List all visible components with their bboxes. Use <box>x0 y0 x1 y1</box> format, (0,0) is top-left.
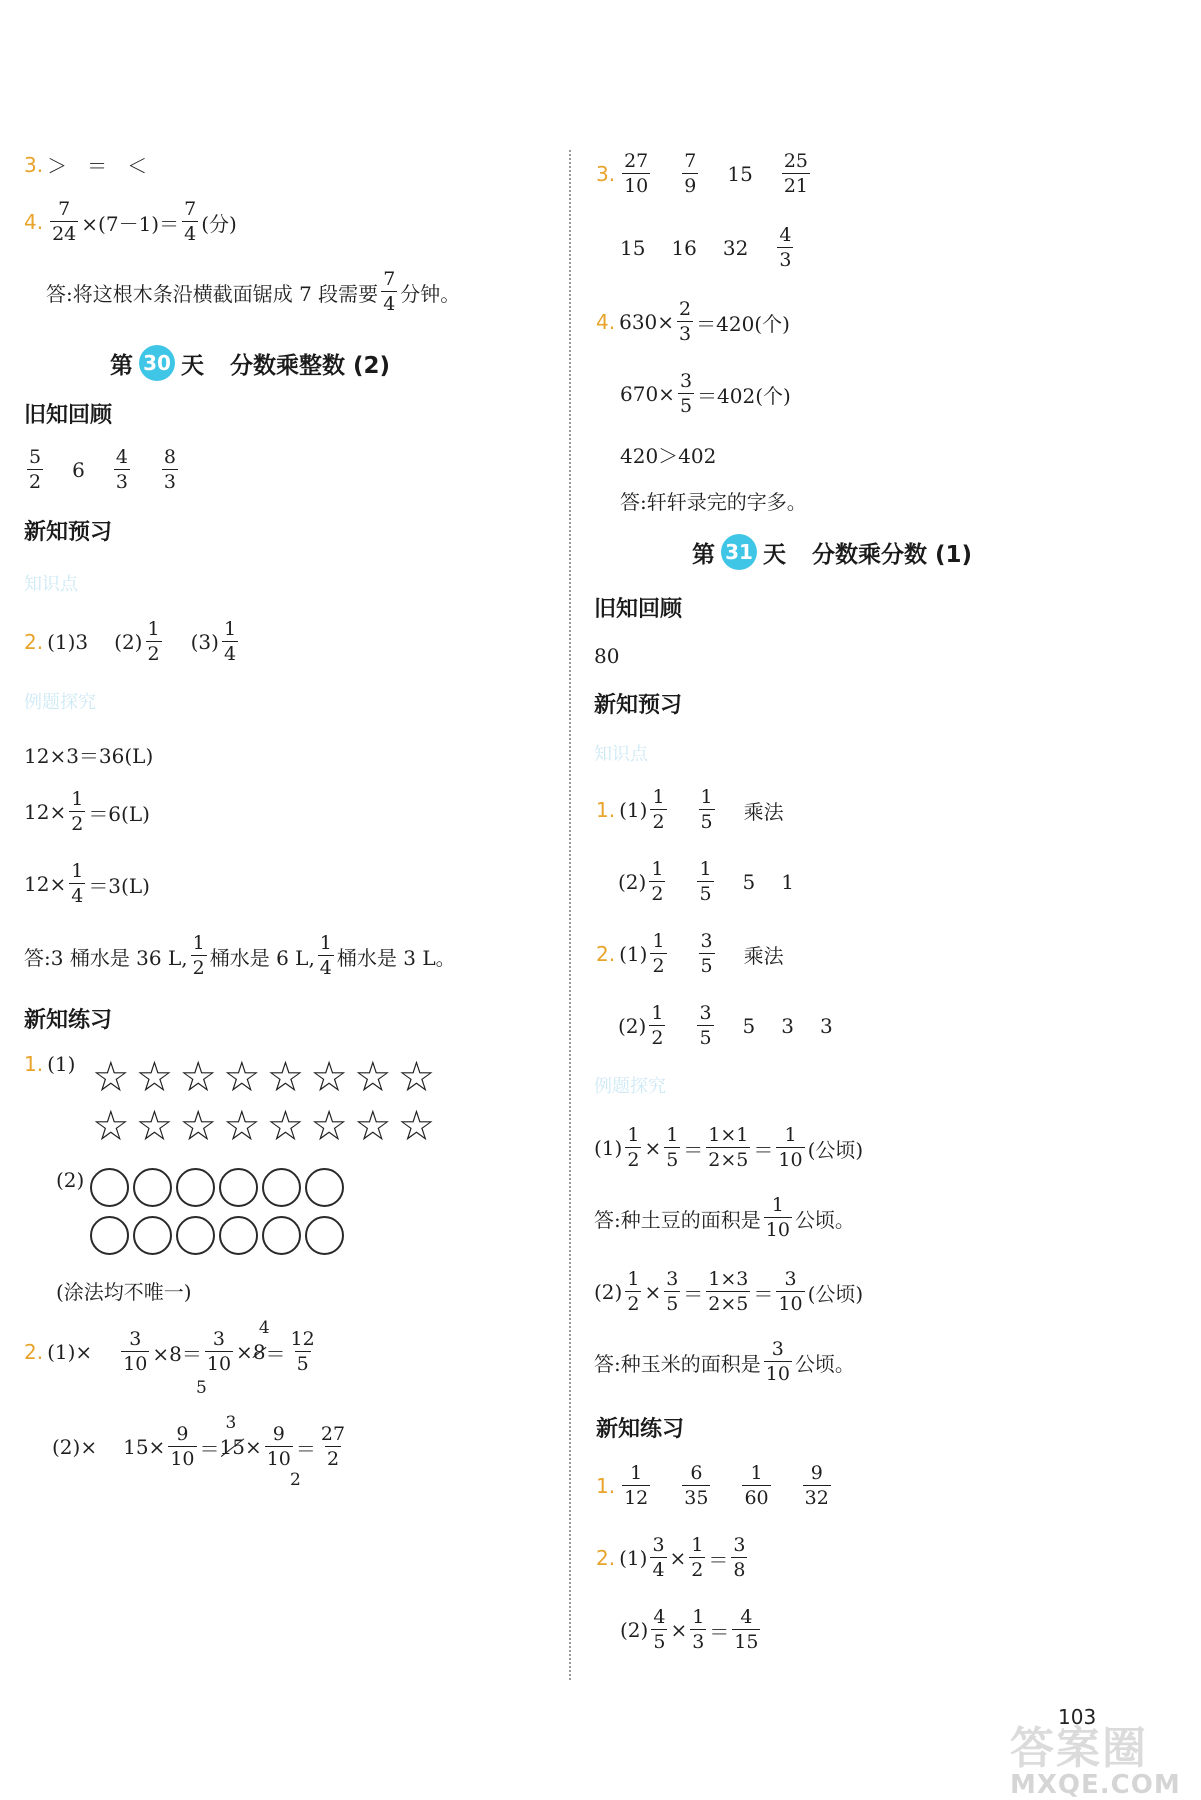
left-practice-heading: 新知练习 <box>24 1008 113 1033</box>
fraction: $\frac{7}{4}$ <box>383 268 396 315</box>
fraction: $\frac{1}{2}$ <box>651 858 664 905</box>
left-example-1: 12×3＝36(L) <box>24 744 154 768</box>
fraction: $\frac{1\times 1}{2\times 5}$ <box>708 1124 749 1171</box>
star-icon: ☆ <box>353 1052 392 1101</box>
answer-text: 答:3 桶水是 36 L, <box>24 945 188 970</box>
fraction: $\frac{12}{5}$ <box>290 1328 315 1375</box>
value: 6 <box>72 458 85 482</box>
item-number: 1. <box>596 1474 616 1498</box>
fraction: $\frac{1}{10}$ <box>778 1124 803 1171</box>
right-example-answer-2 <box>594 1340 855 1384</box>
fraction: $\frac{3}{10}$ <box>778 1268 803 1315</box>
operator: × <box>670 1618 688 1642</box>
fraction: $\frac{7}{9}$ <box>684 150 697 197</box>
part-label: (2) <box>594 1280 623 1304</box>
expression-text: 670× <box>620 382 675 406</box>
item-number: 3. <box>24 152 44 177</box>
value: 15 <box>620 236 646 260</box>
answer-text: 答:种玉米的面积是 <box>594 1351 761 1376</box>
answer-text: 桶水是 6 L, <box>209 945 315 970</box>
part-label: (1) <box>47 1052 76 1076</box>
left-answer-2 <box>24 934 456 978</box>
fraction: $\frac{1}{4}$ <box>319 932 332 979</box>
fraction: $\frac{1}{5}$ <box>700 786 713 833</box>
lesson-title: 分数乘分数 (1) <box>812 541 973 568</box>
right-k2-1 <box>596 932 784 976</box>
answer-word: 乘法 <box>743 943 784 968</box>
fraction: $\frac{1}{2}$ <box>147 618 160 665</box>
expression-text: ×(7－1)＝ <box>81 211 180 236</box>
left-p1-label-2: (2) <box>56 1168 85 1192</box>
fraction: $\frac{1}{10}$ <box>765 1194 790 1241</box>
fraction: $\frac{3}{10}$ <box>123 1328 148 1375</box>
operator: ＝ <box>753 1137 774 1162</box>
fraction: $\frac{3}{5}$ <box>700 930 713 977</box>
right-k1-2 <box>618 860 794 904</box>
star-icon: ☆ <box>310 1101 348 1150</box>
left-preview-heading: 新知预习 <box>24 520 113 545</box>
left-p2-1 <box>24 1318 320 1375</box>
fraction: $\frac{1}{60}$ <box>744 1462 769 1509</box>
fraction: $\frac{4}{5}$ <box>653 1606 666 1653</box>
right-q4 <box>596 300 790 344</box>
operator: ＝ <box>683 1137 704 1162</box>
value: 16 <box>671 236 697 260</box>
right-review-heading: 旧知回顾 <box>594 597 683 622</box>
fraction: $\frac{3}{5}$ <box>666 1268 679 1315</box>
fraction: $\frac{1}{2}$ <box>192 932 205 979</box>
operator: ＝ <box>708 1547 729 1572</box>
day-number-badge: 30 <box>139 345 175 381</box>
star-icon: ☆ <box>92 1101 130 1150</box>
part-label: (2) <box>114 630 143 654</box>
operator: ＝ <box>753 1281 774 1306</box>
expression-text: × <box>244 1435 262 1459</box>
shading-note: (涂法均不唯一) <box>56 1280 192 1304</box>
unit-text: (公顷) <box>807 1281 864 1306</box>
right-q4-line2 <box>620 372 791 416</box>
left-example-3 <box>24 862 150 906</box>
day-suffix: 天 <box>181 352 204 379</box>
expression-text: × <box>236 1340 253 1364</box>
right-pr2-1 <box>596 1536 750 1580</box>
answer-word: 乘法 <box>743 799 784 824</box>
star-icon: ☆ <box>397 1052 436 1101</box>
fraction: $\frac{3}{5}$ <box>679 370 693 417</box>
fraction: $\frac{25}{21}$ <box>783 150 809 197</box>
expression-text: ＝ <box>295 1436 316 1461</box>
right-pr1 <box>596 1464 834 1508</box>
item-number: 2. <box>24 1340 44 1364</box>
fraction: $\frac{3}{10}$ <box>765 1338 790 1385</box>
star-icon: ☆ <box>135 1052 174 1101</box>
fraction: $\frac{3}{4}$ <box>652 1534 665 1581</box>
fraction: $\frac{1}{12}$ <box>624 1462 649 1509</box>
left-p1-label <box>24 1052 75 1076</box>
fraction: $\frac{7}{24}$ <box>52 198 77 245</box>
value: 5 <box>742 1014 756 1038</box>
expression-text: ＝ <box>265 1341 286 1366</box>
part-label: (1) <box>594 1136 623 1160</box>
fraction: $\frac{1\times 3}{2\times 5}$ <box>708 1268 749 1315</box>
left-example-2 <box>24 790 150 834</box>
part-label: (2) <box>618 870 647 894</box>
right-answer: 答:轩轩录完的字多。 <box>620 490 807 514</box>
expression-text: ×8＝ <box>152 1341 202 1366</box>
star-row <box>92 1052 436 1101</box>
expression-text: ＝ <box>199 1436 220 1461</box>
right-example-2 <box>594 1270 863 1314</box>
day-prefix: 第 <box>110 352 133 379</box>
right-review-answer: 80 <box>594 644 620 668</box>
circle-row <box>90 1168 344 1207</box>
item-number: 3. <box>596 162 616 186</box>
right-practice-heading: 新知练习 <box>596 1417 685 1442</box>
answer-text: 答:种土豆的面积是 <box>594 1207 761 1232</box>
fraction: $\frac{4}{3}$ <box>779 224 792 271</box>
fraction: $\frac{1}{2}$ <box>652 786 665 833</box>
left-q4 <box>24 200 237 244</box>
right-q3 <box>596 152 813 196</box>
left-p2-2 <box>52 1413 350 1470</box>
circle-shape <box>90 1216 129 1255</box>
expression-text: ＝402(个) <box>697 383 791 408</box>
unit-text: (公顷) <box>807 1137 864 1162</box>
fraction: $\frac{4}{3}$ <box>115 446 128 493</box>
part-label: (1) <box>619 798 648 822</box>
day30-heading <box>110 345 390 381</box>
circle-shape <box>219 1168 258 1207</box>
answer-text: 公顷。 <box>794 1351 855 1376</box>
cancelled-number: 15 3 <box>219 1413 245 1459</box>
star-row <box>92 1101 436 1150</box>
reduced-value-below: 5 <box>196 1378 207 1398</box>
reduced-value: 4 <box>258 1318 270 1338</box>
star-icon: ☆ <box>353 1101 392 1150</box>
value: 3 <box>820 1014 833 1038</box>
part-answer: (1)3 <box>47 630 89 654</box>
answer-text: 分钟。 <box>400 281 461 306</box>
fraction: $\frac{5}{2}$ <box>29 446 42 493</box>
right-example-answer-1 <box>594 1196 855 1240</box>
left-q3 <box>24 150 147 179</box>
fraction: $\frac{3}{5}$ <box>699 1002 712 1049</box>
item-number: 1. <box>24 1052 44 1076</box>
value: 1 <box>781 870 794 894</box>
circle-row <box>90 1216 344 1255</box>
circle-shape <box>219 1216 258 1255</box>
faded-subheading: 知识点 <box>594 744 648 765</box>
answer-text: 公顷。 <box>794 1207 855 1232</box>
faded-subheading: 例题探究 <box>24 692 96 713</box>
circle-shape <box>305 1216 344 1255</box>
value: 5 <box>742 870 756 894</box>
fraction: $\frac{9}{10}$ <box>170 1423 195 1470</box>
item-number: 1. <box>596 798 616 822</box>
circle-shape <box>133 1168 172 1207</box>
fraction: $\frac{1}{2}$ <box>627 1268 640 1315</box>
part-label: (1)× <box>47 1340 93 1364</box>
right-k2-2 <box>618 1004 833 1048</box>
operator: ＝ <box>683 1281 704 1306</box>
left-q2 <box>24 620 241 664</box>
item-number: 2. <box>24 630 44 654</box>
watermark-line-1: 答案圈 <box>1010 1723 1148 1774</box>
value: 3 <box>781 1014 794 1038</box>
star-icon: ☆ <box>266 1101 305 1150</box>
expression-text: 630× <box>619 310 675 334</box>
fraction: $\frac{1}{3}$ <box>692 1606 705 1653</box>
star-icon: ☆ <box>92 1052 130 1101</box>
circle-shape <box>133 1216 172 1255</box>
star-icon: ☆ <box>266 1052 305 1101</box>
watermark-line-2: MXQE.COM <box>1010 1770 1181 1800</box>
star-icon: ☆ <box>179 1101 217 1150</box>
day-prefix: 第 <box>692 541 715 568</box>
circle-shape <box>90 1168 129 1207</box>
right-k1-1 <box>596 788 784 832</box>
expression-text: 15× <box>123 1435 166 1459</box>
fraction: $\frac{6}{35}$ <box>684 1462 709 1509</box>
fraction: $\frac{3}{8}$ <box>733 1534 746 1581</box>
star-icon: ☆ <box>222 1101 261 1150</box>
operator: × <box>669 1546 687 1570</box>
item-number: 4. <box>596 310 616 334</box>
star-icon: ☆ <box>222 1052 261 1101</box>
lesson-title: 分数乘整数 (2) <box>230 352 391 379</box>
fraction: $\frac{3}{10}$ <box>206 1328 232 1375</box>
part-label: (3) <box>190 630 219 654</box>
reduced-value-below: 2 <box>290 1470 301 1490</box>
left-review-answers <box>24 448 181 492</box>
part-label: (1) <box>619 942 648 966</box>
fraction: $\frac{1}{2}$ <box>691 1534 704 1581</box>
answer-text: ＞ ＝ ＜ <box>47 154 148 178</box>
value: 32 <box>722 236 749 260</box>
item-number: 4. <box>24 210 44 234</box>
right-example-1 <box>594 1126 863 1170</box>
cancelled-number: 8 4 <box>252 1318 270 1364</box>
value: 15 <box>727 162 753 186</box>
fraction: $\frac{8}{3}$ <box>163 446 177 493</box>
expression-text: 12× <box>24 872 67 896</box>
faded-subheading: 例题探究 <box>594 1076 666 1097</box>
watermark-logo <box>1010 1712 1195 1800</box>
fraction: $\frac{1}{4}$ <box>71 860 84 907</box>
part-label: (1) <box>619 1546 648 1570</box>
page-number: 103 <box>1058 1705 1097 1729</box>
expression-text: ＝3(L) <box>88 873 150 898</box>
unit-text: (分) <box>201 211 237 236</box>
answer-text: 桶水是 3 L。 <box>336 945 456 970</box>
fraction: $\frac{1}{4}$ <box>223 618 237 665</box>
expression-text: 12× <box>24 800 67 824</box>
expression-text: ＝6(L) <box>88 801 150 826</box>
item-number: 2. <box>596 1546 616 1570</box>
star-icon: ☆ <box>179 1052 217 1101</box>
star-icon: ☆ <box>397 1101 436 1150</box>
circle-shape <box>262 1168 301 1207</box>
fraction: $\frac{1}{2}$ <box>71 788 84 835</box>
right-q3-line2 <box>620 226 796 270</box>
star-icon: ☆ <box>310 1052 348 1101</box>
item-number: 2. <box>596 942 616 966</box>
circle-shape <box>262 1216 301 1255</box>
day-number-badge: 31 <box>721 534 757 570</box>
operator: × <box>644 1136 662 1160</box>
fraction: $\frac{9}{10}$ <box>266 1423 291 1470</box>
fraction: $\frac{7}{4}$ <box>184 198 197 245</box>
fraction: $\frac{2}{3}$ <box>679 298 692 345</box>
fraction: $\frac{1}{2}$ <box>652 930 665 977</box>
day31-heading <box>692 534 972 570</box>
operator: × <box>644 1280 662 1304</box>
column-divider <box>569 150 571 1680</box>
reduced-value: 3 <box>225 1413 237 1433</box>
fraction: $\frac{1}{2}$ <box>627 1124 640 1171</box>
right-preview-heading: 新知预习 <box>594 693 683 718</box>
part-label: (2)× <box>52 1435 98 1459</box>
part-label: (2) <box>620 1618 649 1642</box>
left-answer-1 <box>46 270 460 314</box>
circle-shape <box>176 1216 215 1255</box>
right-q4-compare: 420＞402 <box>620 444 717 468</box>
fraction: $\frac{27}{2}$ <box>320 1423 346 1470</box>
fraction: $\frac{1}{5}$ <box>666 1124 679 1171</box>
expression-text: ＝420(个) <box>696 311 790 336</box>
fraction: $\frac{1}{5}$ <box>699 858 712 905</box>
fraction: $\frac{27}{10}$ <box>624 150 649 197</box>
star-icon: ☆ <box>135 1101 174 1150</box>
fraction: $\frac{9}{32}$ <box>804 1462 829 1509</box>
answer-text: 答:将这根木条沿横截面锯成 7 段需要 <box>46 281 379 306</box>
right-pr2-2 <box>620 1608 763 1652</box>
day-suffix: 天 <box>763 541 786 568</box>
fraction: $\frac{1}{2}$ <box>651 1002 664 1049</box>
circle-shape <box>305 1168 344 1207</box>
left-review-heading: 旧知回顾 <box>24 403 113 428</box>
fraction: $\frac{4}{15}$ <box>734 1606 759 1653</box>
part-label: (2) <box>618 1014 647 1038</box>
circle-shape <box>176 1168 215 1207</box>
operator: ＝ <box>709 1619 730 1644</box>
faded-subheading: 知识点 <box>24 574 78 595</box>
